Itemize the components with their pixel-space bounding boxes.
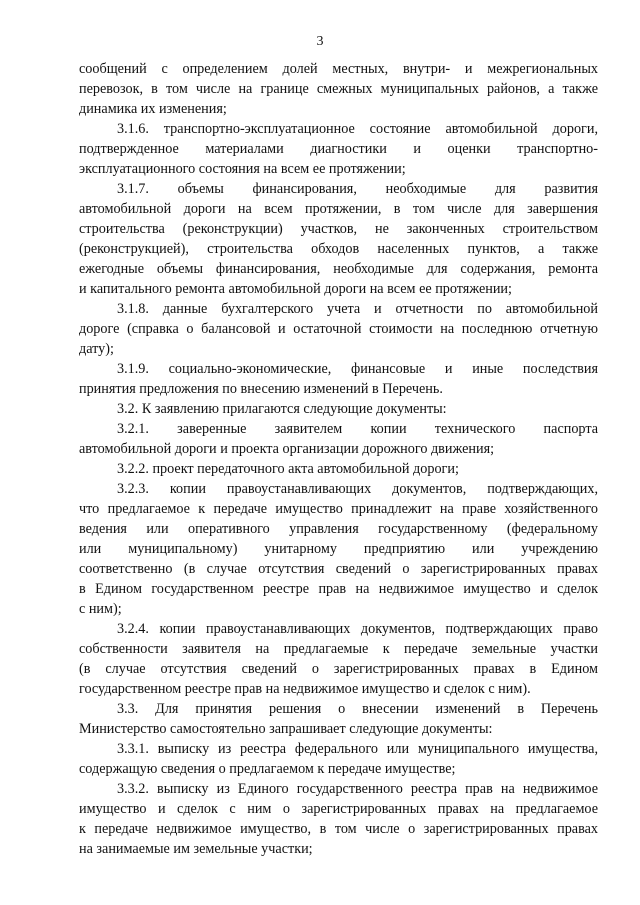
- text-line: 3.1.7. объемы финансирования, необходимые для развития: [117, 181, 598, 197]
- text-line: 3.3.2. выписку из Единого государственного реестра прав на недвижимое: [117, 781, 598, 797]
- text-line: на занимаемые им земельные участки;: [79, 841, 313, 857]
- text-line: (реконструкцией), строительства обходов населенных пунктов, а также: [79, 241, 598, 257]
- text-line: (в случае отсутствия сведений о зарегистрированных правах в Едином: [79, 661, 598, 677]
- text-line: к передаче недвижимое имущество, в том числе о зарегистрированных правах: [79, 821, 598, 837]
- text-line: в Едином государственном реестре прав на недвижимое имущество и сделок: [79, 581, 598, 597]
- text-line: 3.2.1. заверенные заявителем копии технического паспорта: [117, 421, 598, 437]
- text-line: имущество и сделок с ним о зарегистрированных правах на предлагаемое: [79, 801, 598, 817]
- text-line: государственном реестре прав на недвижимое имущество и сделок с ним).: [79, 681, 531, 697]
- text-line: с ним);: [79, 601, 122, 617]
- text-line: динамика их изменения;: [79, 101, 227, 117]
- text-line: дату);: [79, 341, 114, 357]
- text-line: 3.3. Для принятия решения о внесении изменений в Перечень: [117, 701, 598, 717]
- text-line: автомобильной дороги на всем протяжении, в том числе для завершения: [79, 201, 598, 217]
- text-line: собственности заявителя на предлагаемые к передаче земельные участки: [79, 641, 598, 657]
- text-line: содержащую сведения о предлагаемом к передаче имуществе;: [79, 761, 456, 777]
- page-number: 3: [316, 34, 324, 49]
- text-line: 3.1.8. данные бухгалтерского учета и отчетности по автомобильной: [117, 301, 598, 317]
- text-line: 3.2.4. копии правоустанавливающих документов, подтверждающих право: [117, 621, 598, 637]
- text-line: что предлагаемое к передаче имущество принадлежит на праве хозяйственного: [79, 501, 598, 517]
- text-line: 3.2. К заявлению прилагаются следующие документы:: [117, 401, 447, 417]
- text-line: сообщений с определением долей местных, внутри- и межрегиональных: [79, 61, 598, 77]
- text-line: подтвержденное материалами диагностики и оценки транспортно-: [79, 141, 598, 157]
- text-line: 3.2.3. копии правоустанавливающих документов, подтверждающих,: [117, 481, 598, 497]
- text-line: Министерство самостоятельно запрашивает следующие документы:: [79, 721, 493, 737]
- text-line: 3.1.9. социально-экономические, финансовые и иные последствия: [117, 361, 598, 377]
- text-line: соответственно (в случае отсутствия сведений о зарегистрированных правах: [79, 561, 598, 577]
- text-line: перевозок, в том числе на границе смежных муниципальных районов, а также: [79, 81, 598, 97]
- text-line: ежегодные объемы финансирования, необходимые для содержания, ремонта: [79, 261, 598, 277]
- text-line: 3.2.2. проект передаточного акта автомобильной дороги;: [117, 461, 459, 477]
- text-line: автомобильной дороги и проекта организации дорожного движения;: [79, 441, 495, 457]
- text-line: 3.1.6. транспортно-эксплуатационное состояние автомобильной дороги,: [117, 121, 598, 137]
- text-line: или муниципальному) унитарному предприятию или учреждению: [79, 541, 598, 557]
- text-line: эксплуатационного состояния на всем ее протяжении;: [79, 161, 406, 177]
- text-line: дороге (справка о балансовой и остаточной стоимости на последнюю отчетную: [79, 321, 598, 337]
- text-line: 3.3.1. выписку из реестра федерального или муниципального имущества,: [117, 741, 598, 757]
- text-line: принятия предложения по внесению изменений в Перечень.: [79, 381, 443, 397]
- document-body: [79, 59, 598, 859]
- text-line: ведения или оперативного управления государственному (федеральному: [79, 521, 598, 537]
- text-line: строительства (реконструкции) участков, не законченных строительством: [79, 221, 598, 237]
- text-line: и капитального ремонта автомобильной дороги на всем ее протяжении;: [79, 281, 512, 297]
